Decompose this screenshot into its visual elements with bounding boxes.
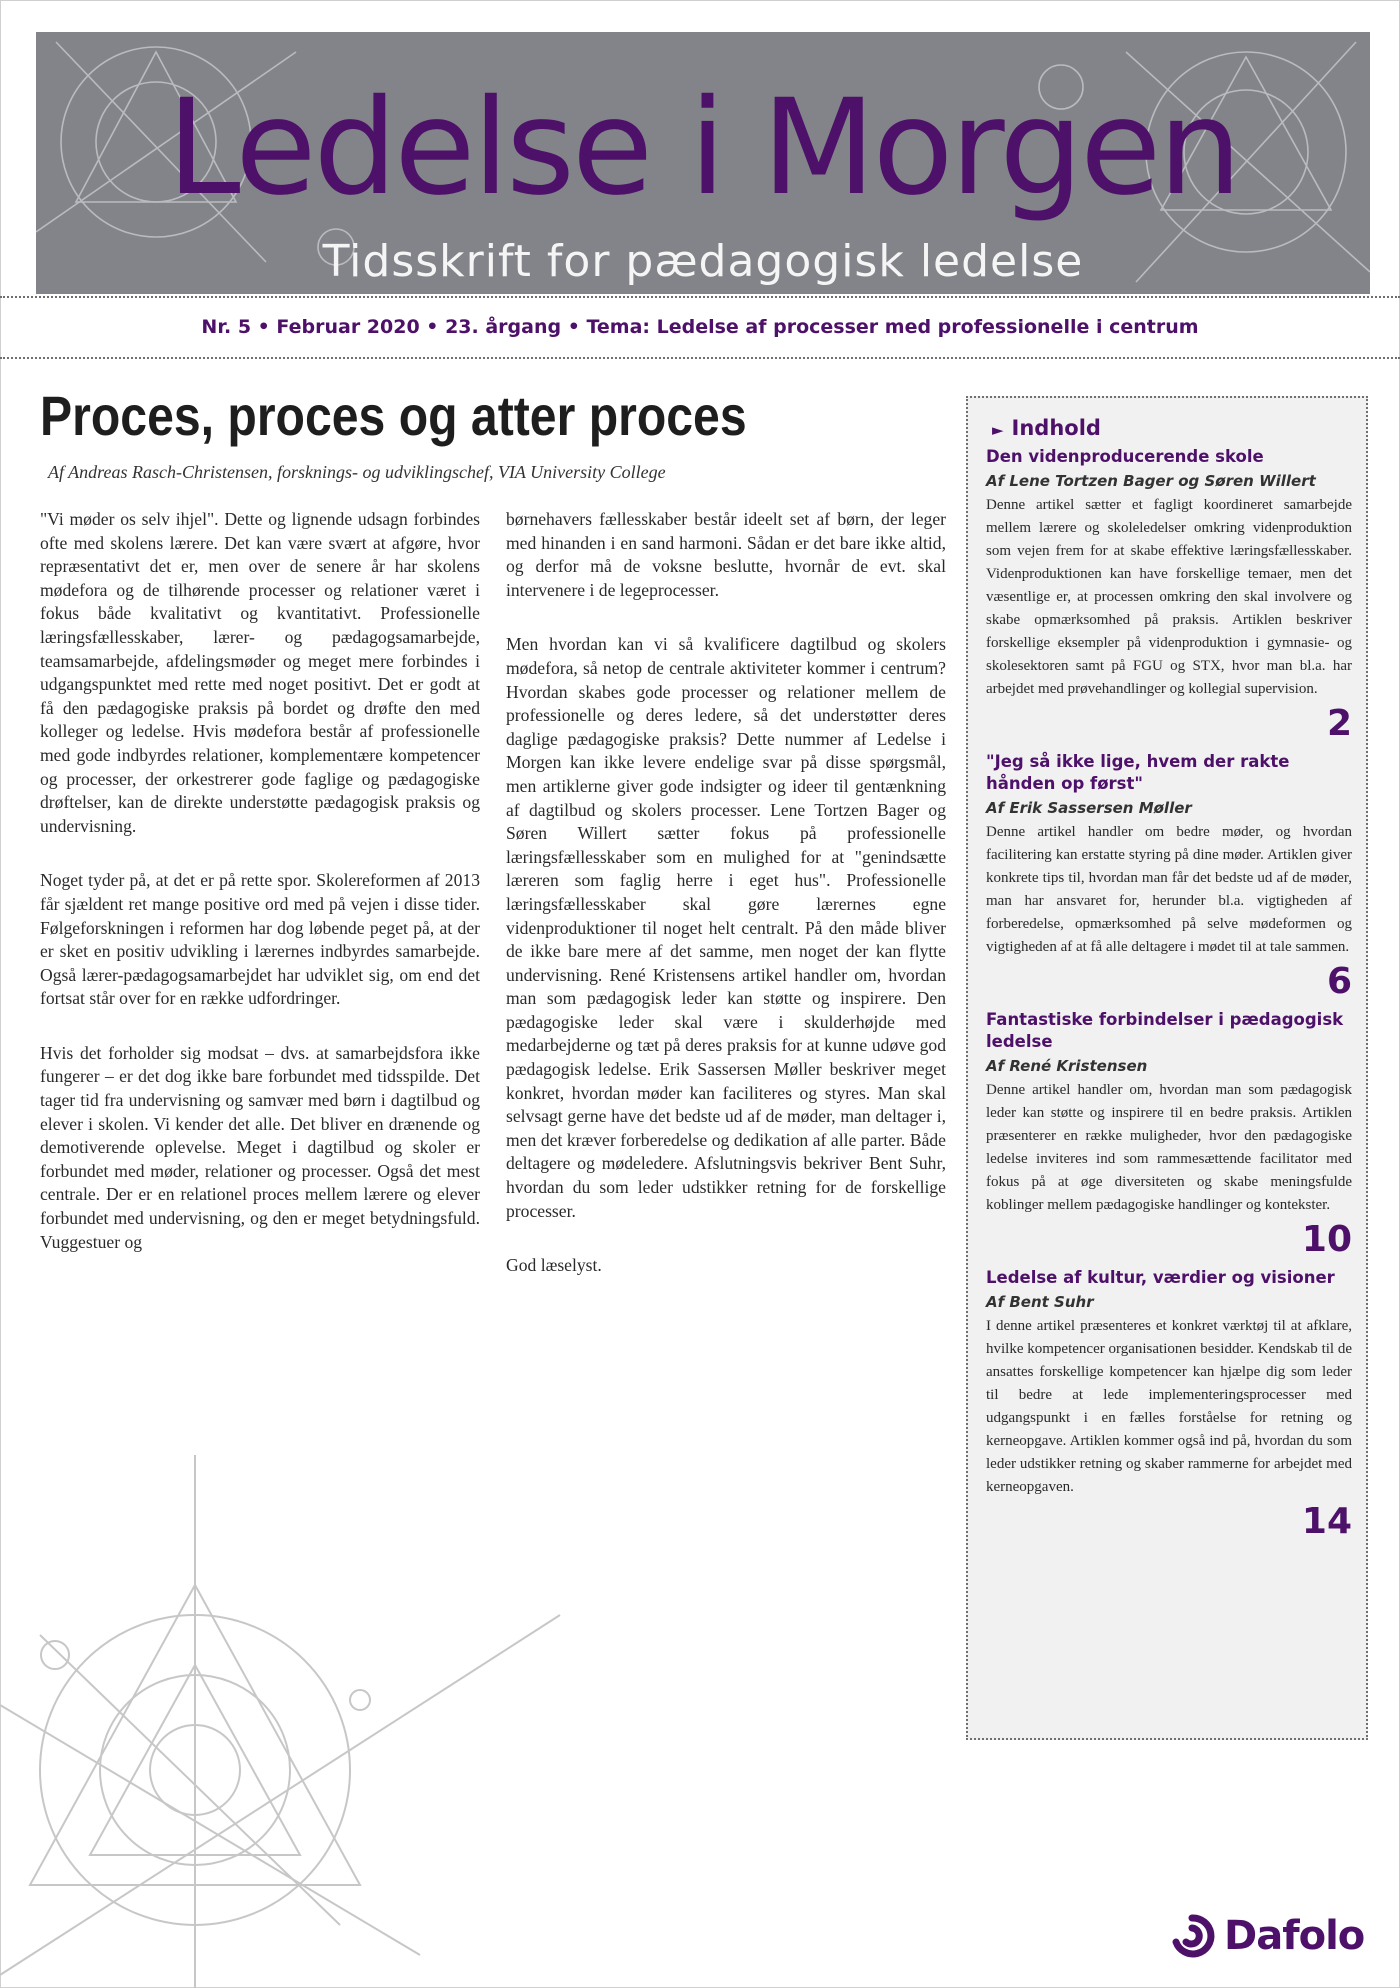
paragraph: Men hvordan kan vi så kvalificere dagtilbud og skolers mødefora, så netop de centrale aktiviteter kommer i centrum? Hvordan skabes gode processer og relationer mellem de professionelle og deres ledere, så det understøtter deres daglige pædagogiske praksis? Dette nummer af Ledelse i Morgen kan ikke levere endelige svar på disse spørgsmål, men artiklerne giver gode indsigter og ideer til gentænkning af dagtilbud og skolers processer. Lene Tortzen Bager og Søren Willert sætter fokus på professionelle læringsfællesskaber som en mulighed for at "genindsætte læreren som faglig herre i eget hus". Professionelle læringsfællesskaber skal gøre lærernes egne videnproduktioner til noget helt centralt. På den måde bliver de ikke bare mere af det samme, men noget der kan flytte undervisning. René Kristensens artikel handler om, hvordan man som pædagogisk leder kan støtte og inspirere. Den pædagogiske leder skal være i skulderhøjde med medarbejderne og tæt på deres praksis for at kunne udøve god pædagogisk ledelse. Erik Sassersen Møller beskriver meget konkret, hvordan møder kan faciliteres og styres. Man skal selvsagt gerne have det bedste ud af de møder, man deltager i, men det kræver forberedelse og dedikation af alle parter. Både deltagere og mødeledere. Afslutningsvis bekriver Bent Suhr, hvordan du som leder udstikker retning for de forskellige processer.	[506, 634, 946, 1221]
contents-heading	[992, 416, 1352, 440]
article-headline: Proces, proces og atter proces	[40, 384, 747, 447]
contents-item-page: 10	[1301, 1219, 1352, 1260]
contents-item[interactable]	[986, 1267, 1352, 1543]
divider-bottom	[0, 357, 1400, 359]
contents-item-page: 2	[1326, 703, 1352, 744]
contents-item-author: Af Bent Suhr	[986, 1293, 1094, 1311]
masthead-subtitle: Tidsskrift for pædagogisk ledelse	[322, 236, 1084, 287]
paragraph: Hvis det forholder sig modsat – dvs. at samarbejdsfora ikke fungerer – er det dog ikke bare forbundet med tidsspilde. Det tager tid fra undervisning og samvær med børn i dagtilbud og elever i skolen. Vi kender det alle. Det bliver en drænende og demotiverende oplevelse. Meget i dagtilbud og skoler er forbundet med møder, relationer og processer. Også det mest centrale. Der er en relationel proces mellem lærere og elever forbundet med undervisning, og den er meget betydningsfuld. Vuggestuer og	[40, 1042, 480, 1252]
article-byline: Af Andreas Rasch-Christensen, forsknings- og udviklingschef, VIA University College	[48, 462, 666, 482]
contents-item-author: Af Erik Sassersen Møller	[986, 799, 1192, 817]
paragraph: "Vi møder os selv ihjel". Dette og lignende udsagn forbindes ofte med skolens lærere. Det kan være svært at afgøre, hvor repræsentativt det er, men over de senere år har skolens mødefora og de tilhørende processer og relationer været i fokus både kvalitativt og kvantitativt. Professionelle læringsfællesskaber, lærer- og pædagogsamarbejde, teamsamarbejde, afdelingsmøder og meget mere forbindes i udgangspunktet med rette med noget positivt. Det er godt at få den pædagogiske praksis på bordet og drøfte den med kolleger og ledelse. Hvis mødefora består af professionelle med gode indbyrdes relationer, komplementære kompetencer og processer, der orkestrerer gode faglige og pædagogiske drøftelser, kan de direkte understøtte pædagogisk praksis og undervisning.	[40, 509, 480, 836]
paragraph: Noget tyder på, at det er på rette spor. Skolereformen af 2013 får sjældent ret mange positive ord med på vejen i disse tider. Følgeforskningen i reformen har dog løbende peget på, at der er sket en positiv udvikling i lærernes indbyrdes samarbejde. Også lærer-pædagogsamarbejdet har udviklet sig, om end det fortsat står over for en række udfordringer.	[40, 870, 480, 1009]
article-column-2	[506, 508, 946, 1309]
contents-item-author: Af René Kristensen	[986, 1057, 1148, 1075]
publisher-logo	[1168, 1908, 1364, 1964]
issue-info: Nr. 5 • Februar 2020 • 23. årgang • Tema: Ledelse af processer med professionelle i centrum	[201, 316, 1199, 338]
contents-item-page: 14	[1301, 1501, 1352, 1542]
contents-item-title[interactable]: "Jeg så ikke lige, hvem der rakte hånden op først"	[986, 752, 1290, 793]
logo-text: Dafolo	[1224, 1913, 1365, 1959]
contents-item[interactable]	[986, 1009, 1352, 1261]
bottom-ornament	[0, 1455, 620, 1988]
contents-item-title[interactable]: Ledelse af kultur, værdier og visioner	[986, 1268, 1335, 1287]
dafolo-logo-icon	[1168, 1912, 1216, 1960]
contents-item-description: Denne artikel handler om bedre møder, og hvordan facilitering kan erstatte styring på dine møder. Artiklen giver konkrete tips til, hvordan man får det bedste ud af de møder, man har ansvaret for, herunder bl.a. vigtigheden af forberedelse, opmærksomhed på selve mødeformen og vigtigheden af at få alle deltagere i mødet til at tale sammen.	[986, 824, 1352, 955]
contents-heading-label: Indhold	[1011, 416, 1101, 440]
contents-item[interactable]	[986, 446, 1352, 745]
masthead	[36, 32, 1370, 294]
contents-item-description: I denne artikel præsenteres et konkret værktøj til at afklare, hvilke kompetencer organisationen besidder. Kendskab til de ansattes forskellige kompetencer kan hjælpe dig som leder til bedre at lede implementeringsprocesser med udgangspunkt i en fælles forståelse for retning og kerneopgave. Artiklen kommer også ind på, hvordan du som leder udstikker retning og skaber rammerne for arbejdet med kerneopgaven.	[986, 1318, 1352, 1495]
masthead-title: Ledelse i Morgen	[167, 71, 1239, 225]
contents-item-description: Denne artikel sætter et fagligt koordineret samarbejde mellem lærere og skoleledelser omkring videnproduktion som vejen frem for at skabe effektive læringsfællesskaber. Videnproduktionen kan have forskellige temaer, men det væsentlige er, at processen omkring den skal involvere og skabe opmærksomhed på praksis. Artiklen beskriver forskellige eksempler på videnproduktion i gymnasie- og skolesektoren samt på FGU og STX, hvor man bl.a. har arbejdet med prøvehandlinger og kollegial supervision.	[986, 497, 1352, 697]
article-column-1	[40, 508, 480, 1285]
contents-item[interactable]	[986, 751, 1352, 1003]
paragraph: børnehavers fællesskaber består ideelt set af børn, der leger med hinanden i en sand harmoni. Sådan er det bare ikke altid, og derfor må de voksne beslutte, hvornår de evt. skal intervenere i de legeprocesser.	[506, 509, 946, 600]
contents-item-page: 6	[1326, 961, 1352, 1002]
contents-item-title[interactable]: Fantastiske forbindelser i pædagogisk ledelse	[986, 1010, 1344, 1051]
paragraph: God læselyst.	[506, 1255, 602, 1276]
contents-item-title[interactable]: Den videnproducerende skole	[986, 447, 1264, 466]
divider-top	[0, 296, 1400, 298]
contents-item-description: Denne artikel handler om, hvordan man som pædagogisk leder kan støtte og inspirere til en bedre praksis. Artiklen præsenterer en række muligheder, hvor den pædagogiske ledelse inviteres ind som rammesættende facilitator med fokus på at øge diversiteten og skabe meningsfulde koblinger mellem pædagogiske handlinger og kontekster.	[986, 1082, 1352, 1213]
triangle-right-icon: ►	[992, 421, 1004, 439]
contents-sidebar	[966, 396, 1368, 1740]
contents-item-author: Af Lene Tortzen Bager og Søren Willert	[986, 472, 1316, 490]
